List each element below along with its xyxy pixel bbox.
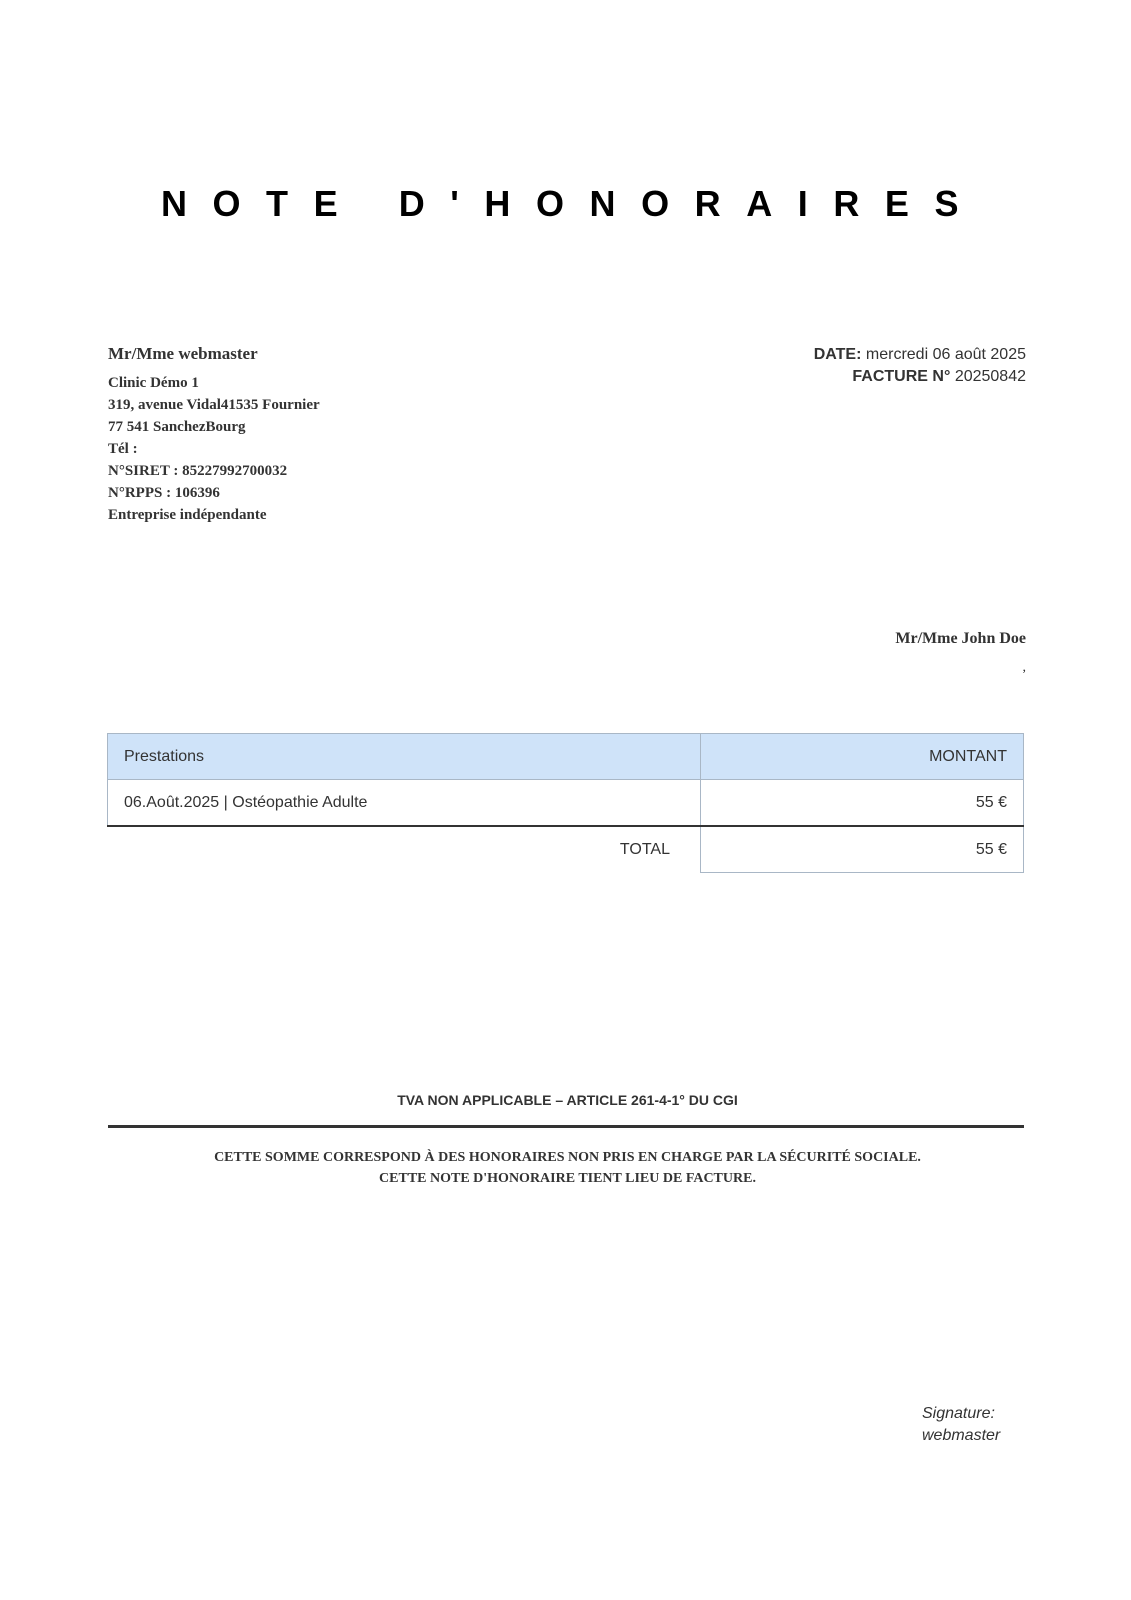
total-value: 55 € (701, 826, 1024, 873)
recipient-block (895, 630, 1026, 676)
date-value: mercredi 06 août 2025 (865, 346, 1026, 363)
address-line-1: 319, avenue Vidal41535 Fournier (108, 397, 320, 413)
legal-notice (0, 1147, 1131, 1189)
row-description: 06.Août.2025 | Ostéopathie Adulte (108, 780, 701, 827)
legal-notice-line-1: CETTE SOMME CORRESPOND À DES HONORAIRES NON PRIS EN CHARGE PAR LA SÉCURITÉ SOCIALE. (214, 1150, 921, 1165)
tva-notice: TVA NON APPLICABLE – ARTICLE 261-4-1° DU CGI (397, 1092, 738, 1108)
clinic-name: Clinic Démo 1 (108, 375, 199, 391)
invoice-number-label: FACTURE N° (852, 368, 951, 385)
row-amount: 55 € (701, 780, 1024, 827)
invoice-meta (814, 344, 1026, 388)
practitioner-block (108, 344, 320, 526)
phone-line: Tél : (108, 441, 138, 457)
table-header-row (108, 734, 1024, 780)
footer-divider (108, 1125, 1024, 1128)
signature-name: webmaster (922, 1427, 1001, 1444)
services-table (107, 733, 1024, 873)
invoice-number-row (814, 366, 1026, 388)
recipient-address: , (1022, 660, 1026, 675)
recipient-name: Mr/Mme John Doe (895, 630, 1026, 647)
rpps-line: N°RPPS : 106396 (108, 485, 220, 501)
date-label: DATE: (813, 346, 862, 363)
header-montant: MONTANT (701, 734, 1024, 780)
document-title: NOTE D'HONORAIRES (160, 183, 985, 224)
siret-line: N°SIRET : 85227992700032 (108, 463, 288, 479)
total-row (108, 826, 1024, 873)
signature-label: Signature: (922, 1405, 995, 1422)
address-line-2: 77 541 SanchezBourg (108, 419, 246, 435)
table-row (108, 780, 1024, 827)
legal-notice-line-2: CETTE NOTE D'HONORAIRE TIENT LIEU DE FACTURE. (379, 1171, 756, 1186)
signature-block (922, 1403, 1000, 1447)
invoice-number-value: 20250842 (954, 368, 1026, 385)
date-row (814, 344, 1026, 366)
header-prestations: Prestations (108, 734, 701, 780)
total-label: TOTAL (619, 840, 670, 858)
practitioner-name: Mr/Mme webmaster (108, 344, 258, 363)
status-line: Entreprise indépendante (108, 507, 267, 523)
